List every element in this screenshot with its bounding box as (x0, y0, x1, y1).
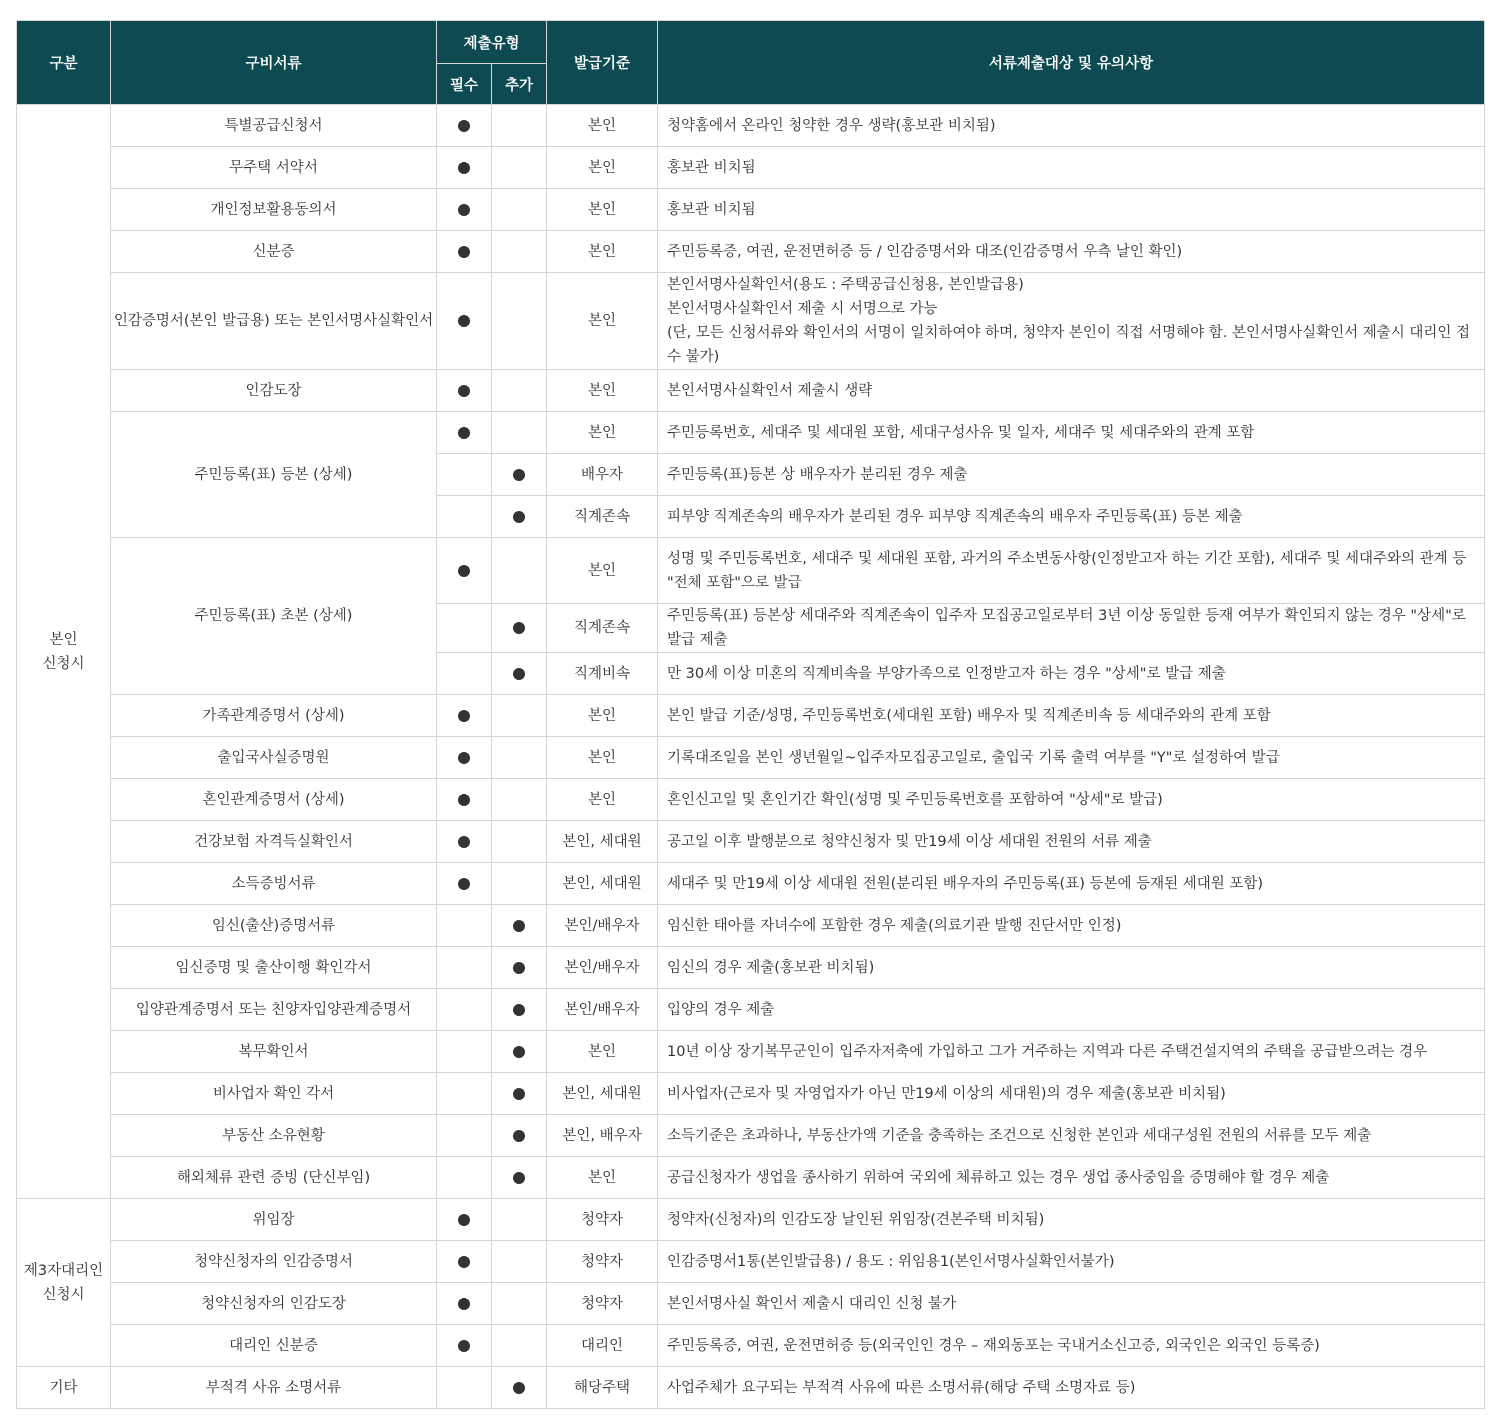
issue-basis: 직계비속 (547, 653, 658, 695)
document-name: 청약신청자의 인감도장 (111, 1283, 437, 1325)
issue-basis: 본인, 세대원 (547, 863, 658, 905)
note: 임신의 경우 제출(홍보관 비치됨) (658, 947, 1485, 989)
required-cell (437, 538, 492, 604)
additional-cell (492, 947, 547, 989)
note: 주민등록증, 여권, 운전면허증 등(외국인인 경우 – 재외동포는 국내거소신고증, 외국인은 외국인 등록증) (658, 1325, 1485, 1367)
required-cell (437, 1367, 492, 1409)
document-name: 혼인관계증명서 (상세) (111, 779, 437, 821)
additional-cell (492, 653, 547, 695)
document-name: 인감증명서(본인 발급용) 또는 본인서명사실확인서 (111, 273, 437, 370)
issue-basis: 본인/배우자 (547, 905, 658, 947)
issue-basis: 배우자 (547, 454, 658, 496)
required-cell (437, 695, 492, 737)
additional-cell (492, 1157, 547, 1199)
table-row (17, 695, 1485, 737)
group-proxy-line2: 신청시 (42, 1286, 85, 1303)
additional-dot-icon (513, 1382, 525, 1394)
additional-cell (492, 147, 547, 189)
additional-dot-icon (513, 1004, 525, 1016)
required-cell (437, 604, 492, 653)
additional-cell (492, 370, 547, 412)
required-cell (437, 454, 492, 496)
table-row (17, 1367, 1485, 1409)
table-row (17, 905, 1485, 947)
note: 공고일 이후 발행분으로 청약신청자 및 만19세 이상 세대원 전원의 서류 제출 (658, 821, 1485, 863)
group-proxy-line1: 제3자대리인 (23, 1262, 104, 1279)
document-name: 입양관계증명서 또는 친양자입양관계증명서 (111, 989, 437, 1031)
additional-cell (492, 737, 547, 779)
required-cell (437, 1031, 492, 1073)
note: 주민등록증, 여권, 운전면허증 등 / 인감증명서와 대조(인감증명서 우측 날인 확인) (658, 231, 1485, 273)
additional-cell (492, 1073, 547, 1115)
issue-basis: 본인, 세대원 (547, 1073, 658, 1115)
note-line: (단, 모든 신청서류와 확인서의 서명이 일치하여야 하며, 청약자 본인이 직접 서명해야 함. 본인서명사실확인서 제출시 대리인 접수 불가) (667, 325, 1470, 365)
table-row (17, 779, 1485, 821)
note: 청약자(신청자)의 인감도장 날인된 위임장(견본주택 비치됨) (658, 1199, 1485, 1241)
required-cell (437, 147, 492, 189)
note: 만 30세 이상 미혼의 직계비속을 부양가족으로 인정받고자 하는 경우 "상세"로 발급 제출 (658, 653, 1485, 695)
additional-dot-icon (513, 1172, 525, 1184)
issue-basis: 본인, 배우자 (547, 1115, 658, 1157)
issue-basis: 본인 (547, 105, 658, 147)
required-dot-icon (458, 427, 470, 439)
required-cell (437, 1199, 492, 1241)
required-cell (437, 821, 492, 863)
issue-basis: 본인 (547, 779, 658, 821)
issue-basis: 본인 (547, 538, 658, 604)
table-row (17, 1199, 1485, 1241)
document-name: 부적격 사유 소명서류 (111, 1367, 437, 1409)
issue-basis: 청약자 (547, 1241, 658, 1283)
additional-cell (492, 454, 547, 496)
group-self-line2: 신청시 (42, 655, 85, 672)
additional-cell (492, 863, 547, 905)
additional-cell (492, 1367, 547, 1409)
additional-dot-icon (513, 920, 525, 932)
group-proxy-application (17, 1199, 111, 1367)
document-name: 비사업자 확인 각서 (111, 1073, 437, 1115)
required-cell (437, 779, 492, 821)
document-name: 특별공급신청서 (111, 105, 437, 147)
additional-dot-icon (513, 1088, 525, 1100)
required-dot-icon (458, 752, 470, 764)
document-name: 개인정보활용동의서 (111, 189, 437, 231)
header-submit-type: 제출유형 (437, 21, 547, 64)
header-issue-basis: 발급기준 (547, 21, 658, 105)
document-name: 인감도장 (111, 370, 437, 412)
additional-cell (492, 538, 547, 604)
additional-cell (492, 105, 547, 147)
note-line: "전체 포함"으로 발급 (667, 574, 802, 591)
document-name: 가족관계증명서 (상세) (111, 695, 437, 737)
table-row (17, 1283, 1485, 1325)
table-row (17, 1115, 1485, 1157)
additional-dot-icon (513, 1130, 525, 1142)
required-cell (437, 370, 492, 412)
table-row (17, 1241, 1485, 1283)
required-dot-icon (458, 710, 470, 722)
required-cell (437, 231, 492, 273)
required-cell (437, 105, 492, 147)
required-cell (437, 1325, 492, 1367)
additional-cell (492, 189, 547, 231)
additional-cell (492, 1325, 547, 1367)
group-etc: 기타 (17, 1367, 111, 1409)
table-row (17, 273, 1485, 370)
table-row (17, 147, 1485, 189)
table-row (17, 863, 1485, 905)
additional-dot-icon (513, 1046, 525, 1058)
group-self-line1: 본인 (49, 631, 78, 648)
required-cell (437, 273, 492, 370)
required-dot-icon (458, 385, 470, 397)
note: 피부양 직계존속의 배우자가 분리된 경우 피부양 직계존속의 배우자 주민등록(표) 등본 제출 (658, 496, 1485, 538)
note-line: 성명 및 주민등록번호, 세대주 및 세대원 포함, 과거의 주소변동사항(인정받고자 하는 기간 포함), 세대주 및 세대주와의 관계 등 (667, 550, 1467, 567)
issue-basis: 본인, 세대원 (547, 821, 658, 863)
required-dot-icon (458, 120, 470, 132)
table-row (17, 947, 1485, 989)
required-cell (437, 737, 492, 779)
note: 사업주체가 요구되는 부적격 사유에 따른 소명서류(해당 주택 소명자료 등) (658, 1367, 1485, 1409)
table-row (17, 370, 1485, 412)
table-row (17, 189, 1485, 231)
document-name: 복무확인서 (111, 1031, 437, 1073)
issue-basis: 해당주택 (547, 1367, 658, 1409)
header-notes: 서류제출대상 및 유의사항 (658, 21, 1485, 105)
issue-basis: 직계존속 (547, 496, 658, 538)
note: 공급신청자가 생업을 종사하기 위하여 국외에 체류하고 있는 경우 생업 종사중임을 증명해야 할 경우 제출 (658, 1157, 1485, 1199)
additional-cell (492, 779, 547, 821)
issue-basis: 본인 (547, 695, 658, 737)
document-name: 임신(출산)증명서류 (111, 905, 437, 947)
issue-basis: 본인 (547, 1157, 658, 1199)
note: 주민등록(표) 등본상 세대주와 직계존속이 입주자 모집공고일로부터 3년 이상 동일한 등재 여부가 확인되지 않는 경우 "상세"로 발급 제출 (658, 604, 1485, 653)
group-self-application (17, 105, 111, 1199)
additional-cell (492, 695, 547, 737)
required-cell (437, 989, 492, 1031)
note: 홍보관 비치됨 (658, 189, 1485, 231)
issue-basis: 본인 (547, 189, 658, 231)
additional-cell (492, 905, 547, 947)
issue-basis: 본인 (547, 412, 658, 454)
header-required: 필수 (437, 64, 492, 105)
required-dot-icon (458, 1340, 470, 1352)
required-dot-icon (458, 794, 470, 806)
additional-cell (492, 412, 547, 454)
issue-basis: 본인 (547, 1031, 658, 1073)
note: 본인서명사실 확인서 제출시 대리인 신청 불가 (658, 1283, 1485, 1325)
document-name: 주민등록(표) 등본 (상세) (111, 412, 437, 538)
table-row (17, 821, 1485, 863)
issue-basis: 본인 (547, 273, 658, 370)
header-additional: 추가 (492, 64, 547, 105)
required-dot-icon (458, 1256, 470, 1268)
table-header (17, 21, 1485, 105)
required-cell (437, 905, 492, 947)
required-dot-icon (458, 204, 470, 216)
note: 주민등록(표)등본 상 배우자가 분리된 경우 제출 (658, 454, 1485, 496)
issue-basis: 본인/배우자 (547, 947, 658, 989)
additional-dot-icon (513, 962, 525, 974)
required-cell (437, 496, 492, 538)
required-cell (437, 947, 492, 989)
table-row (17, 737, 1485, 779)
required-cell (437, 1073, 492, 1115)
issue-basis: 본인 (547, 737, 658, 779)
required-cell (437, 653, 492, 695)
note: 인감증명서1통(본인발급용) / 용도 : 위임용1(본인서명사실확인서불가) (658, 1241, 1485, 1283)
table-row (17, 538, 1485, 604)
document-name: 건강보험 자격득실확인서 (111, 821, 437, 863)
issue-basis: 청약자 (547, 1199, 658, 1241)
issue-basis: 직계존속 (547, 604, 658, 653)
required-cell (437, 863, 492, 905)
document-name: 위임장 (111, 1199, 437, 1241)
table-row (17, 105, 1485, 147)
table-row (17, 1073, 1485, 1115)
document-name: 신분증 (111, 231, 437, 273)
header-category: 구분 (17, 21, 111, 105)
document-name: 해외체류 관련 증빙 (단신부임) (111, 1157, 437, 1199)
additional-cell (492, 1283, 547, 1325)
additional-cell (492, 989, 547, 1031)
header-document: 구비서류 (111, 21, 437, 105)
issue-basis: 본인 (547, 231, 658, 273)
issue-basis: 대리인 (547, 1325, 658, 1367)
issue-basis: 본인/배우자 (547, 989, 658, 1031)
issue-basis: 본인 (547, 147, 658, 189)
documents-table-container (16, 20, 1484, 1409)
table-row (17, 1157, 1485, 1199)
note: 입양의 경우 제출 (658, 989, 1485, 1031)
note: 기록대조일을 본인 생년월일~입주자모집공고일로, 출입국 기록 출력 여부를 "Y"로 설정하여 발급 (658, 737, 1485, 779)
required-dot-icon (458, 315, 470, 327)
table-row (17, 989, 1485, 1031)
required-cell (437, 412, 492, 454)
additional-cell (492, 821, 547, 863)
additional-cell (492, 1199, 547, 1241)
note: 청약홈에서 온라인 청약한 경우 생략(홍보관 비치됨) (658, 105, 1485, 147)
required-dot-icon (458, 878, 470, 890)
required-dot-icon (458, 836, 470, 848)
additional-dot-icon (513, 469, 525, 481)
table-row (17, 1031, 1485, 1073)
required-documents-table (16, 20, 1485, 1409)
required-cell (437, 1283, 492, 1325)
document-name: 무주택 서약서 (111, 147, 437, 189)
additional-cell (492, 604, 547, 653)
table-row (17, 1325, 1485, 1367)
document-name: 청약신청자의 인감증명서 (111, 1241, 437, 1283)
required-dot-icon (458, 565, 470, 577)
note (658, 538, 1485, 604)
note: 홍보관 비치됨 (658, 147, 1485, 189)
note: 임신한 태아를 자녀수에 포함한 경우 제출(의료기관 발행 진단서만 인정) (658, 905, 1485, 947)
required-dot-icon (458, 246, 470, 258)
required-cell (437, 1115, 492, 1157)
required-cell (437, 1157, 492, 1199)
document-name: 부동산 소유현황 (111, 1115, 437, 1157)
table-row (17, 412, 1485, 454)
table-body (17, 105, 1485, 1409)
table-row (17, 231, 1485, 273)
additional-cell (492, 231, 547, 273)
additional-dot-icon (513, 511, 525, 523)
additional-dot-icon (513, 668, 525, 680)
note: 10년 이상 장기복무군인이 입주자저축에 가입하고 그가 거주하는 지역과 다른 주택건설지역의 주택을 공급받으려는 경우 (658, 1031, 1485, 1073)
note: 세대주 및 만19세 이상 세대원 전원(분리된 배우자의 주민등록(표) 등본에 등재된 세대원 포함) (658, 863, 1485, 905)
note: 본인 발급 기준/성명, 주민등록번호(세대원 포함) 배우자 및 직계존비속 등 세대주와의 관계 포함 (658, 695, 1485, 737)
additional-cell (492, 273, 547, 370)
required-cell (437, 189, 492, 231)
additional-cell (492, 496, 547, 538)
additional-dot-icon (513, 622, 525, 634)
issue-basis: 본인 (547, 370, 658, 412)
additional-cell (492, 1031, 547, 1073)
note: 비사업자(근로자 및 자영업자가 아닌 만19세 이상의 세대원)의 경우 제출(홍보관 비치됨) (658, 1073, 1485, 1115)
additional-cell (492, 1115, 547, 1157)
required-cell (437, 1241, 492, 1283)
document-name: 임신증명 및 출산이행 확인각서 (111, 947, 437, 989)
note: 주민등록번호, 세대주 및 세대원 포함, 세대구성사유 및 일자, 세대주 및 세대주와의 관계 포함 (658, 412, 1485, 454)
required-dot-icon (458, 1214, 470, 1226)
note-line: 본인서명사실확인서(용도 : 주택공급신청용, 본인발급용) (667, 277, 1024, 293)
document-name: 대리인 신분증 (111, 1325, 437, 1367)
required-dot-icon (458, 1298, 470, 1310)
additional-cell (492, 1241, 547, 1283)
note (658, 273, 1485, 370)
note: 본인서명사실확인서 제출시 생략 (658, 370, 1485, 412)
required-dot-icon (458, 162, 470, 174)
note: 혼인신고일 및 혼인기간 확인(성명 및 주민등록번호를 포함하여 "상세"로 발급) (658, 779, 1485, 821)
issue-basis: 청약자 (547, 1283, 658, 1325)
document-name: 출입국사실증명원 (111, 737, 437, 779)
document-name: 주민등록(표) 초본 (상세) (111, 538, 437, 695)
note: 소득기준은 초과하나, 부동산가액 기준을 충족하는 조건으로 신청한 본인과 세대구성원 전원의 서류를 모두 제출 (658, 1115, 1485, 1157)
note-line: 본인서명사실확인서 제출 시 서명으로 가능 (667, 301, 938, 317)
document-name: 소득증빙서류 (111, 863, 437, 905)
